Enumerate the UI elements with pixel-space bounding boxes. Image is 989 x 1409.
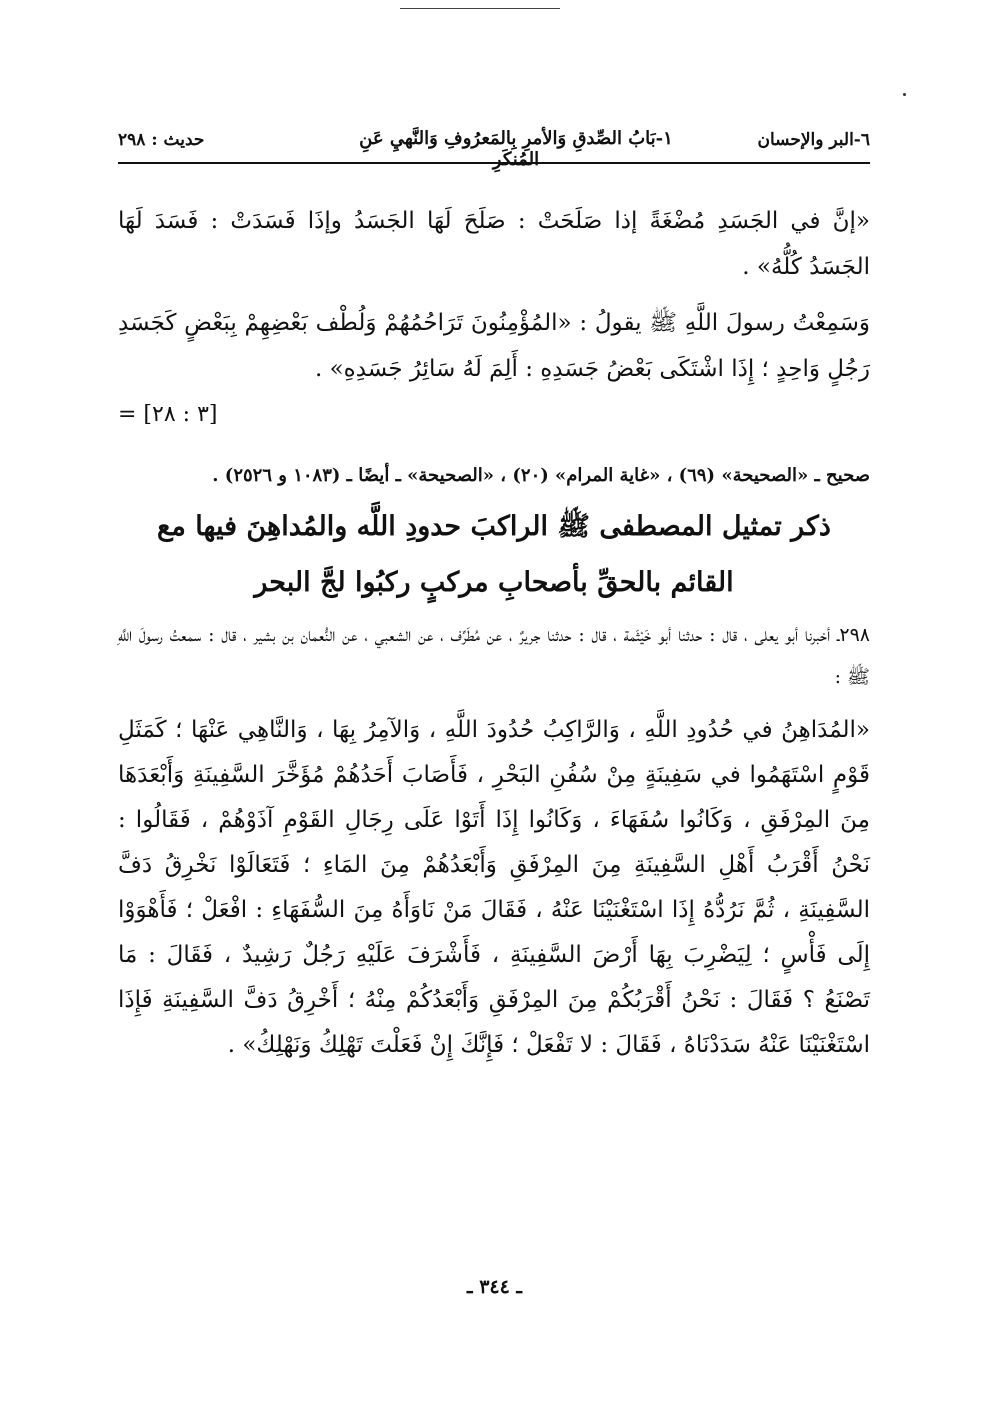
header-chapter: ٦-البر والإحسان [757, 130, 870, 150]
body-paragraph-1: «إنَّ في الجَسَدِ مُضْغَةً إذا صَلَحَتْ : صَلَحَ لَهَا الجَسَدُ وإذَا فَسَدَتْ : فَسَدَ لَهَا الجَسَدُ كُلُّهُ» . [118, 208, 870, 280]
hadith-chain: ٢٩٨ـ أخبرنا أبو يعلى ، قال : حدثنا أبو خَيْثَمة ، قال : حدثنا جريرٌ ، عن مُطَرِّف ، عن الشعبي ، عن النُّعمان بن بشير ، قال : سمعتُ رسولَ اللَّهِ ﷺ : [118, 624, 870, 688]
chapter-heading-line-2: القائم بالحقِّ بأصحابِ مركبٍ ركبُوا لجَّ البحر [254, 567, 734, 598]
header-section: ١-بَابُ الصِّدقِ وَالأمرِ بِالمَعرُوفِ وَالنَّهيِ عَنِ المُنكَرِ [359, 128, 673, 170]
chapter-heading-line-1: ذكر تمثيل المصطفى ﷺ الراكبَ حدودِ اللَّه والمُداهِنَ فيها مع [157, 511, 831, 542]
print-speck [903, 93, 906, 96]
hadith-text: «المُدَاهِنُ في حُدُودِ اللَّهِ ، وَالرَّاكِبُ حُدُودَ اللَّهِ ، وَالآمِرُ بِهَا ، وَالنَّاهِي عَنْهَا ؛ كَمَثَلِ قَوْمٍ اسْتَهَمُوا في سَفِينَةٍ مِنْ سُفُنِ البَحْرِ ، فَأَصَابَ أَحَدُهُمْ مُؤَخَّرَ السَّفِينَةِ وَأَبْعَدَهَا مِنَ المِرْفَقِ ، وَكَانُوا سُفَهَاءَ ، وَكَانُوا إِذَا أَتَوْا عَلَى رِجَالِ القَوْمِ آذَوْهُمْ ، فَقَالُوا : نَحْنُ أَقْرَبُ أَهْلِ السَّفِينَةِ مِنَ المِرْفَقِ وَأَبْعَدُهُمْ مِنَ المَاءِ ؛ فَتَعَالَوْا نَخْرِقُ دَفَّ السَّفِينَةِ ، ثُمَّ نَرُدُّهُ إِذَا اسْتَغْنَيْنَا عَنْهُ ، فَقَالَ مَنْ نَاوَأَهُ مِنَ السُّفَهَاءِ : افْعَلْ ؛ فَأَهْوَوْا إِلَى فَأْسٍ ؛ لِيَضْرِبَ بِهَا أَرْضَ السَّفِينَةِ ، فَأَشْرَفَ عَلَيْهِ رَجُلٌ رَشِيدٌ ، فَقَالَ : مَا تَصْنَعُ ؟ فَقَالَ : نَحْنُ أَقْرَبُكُمْ مِنَ المِرْفَقِ وَأَبْعَدُكُمْ مِنْهُ ؛ أَخْرِقُ دَفَّ السَّفِينَةِ فَإِذَا اسْتَغْنَيْنَا عَنْهُ سَدَدْنَاهُ ، فَقَالَ : لا تَفْعَلْ ؛ فَإِنَّكَ إِنْ فَعَلْتَ تَهْلِكُ وَنَهْلِكُ» . [118, 717, 870, 1058]
top-rule [400, 8, 560, 9]
cross-reference: = [٣ : ٢٨] [118, 402, 218, 427]
page-number: ـ ٣٤٤ ـ [467, 1276, 522, 1298]
page-body [118, 198, 870, 1068]
running-header [118, 118, 870, 170]
body-paragraph-2: وَسَمِعْتُ رسولَ اللَّهِ ﷺ يقولُ : «المُؤْمِنُونَ تَرَاحُمُهُمْ وَلُطْف بَعْضِهِمْ بِبَعْضٍ كَجَسَدِ رَجُلٍ وَاحِدٍ ؛ إِذَا اشْتَكَى بَعْضُ جَسَدِهِ : أَلِمَ لَهُ سَائِرُ جَسَدِهِ» . [118, 310, 870, 382]
grading-source: صحيح ـ «الصحيحة» (٦٩) ، «غاية المرام» (٢٠) ، «الصحيحة» ـ أيضًا ـ (١٠٨٣ و ٢٥٢٦) . [212, 465, 870, 486]
header-hadith-ref: حديث : ٢٩٨ [118, 130, 205, 150]
header-rule [118, 162, 870, 164]
